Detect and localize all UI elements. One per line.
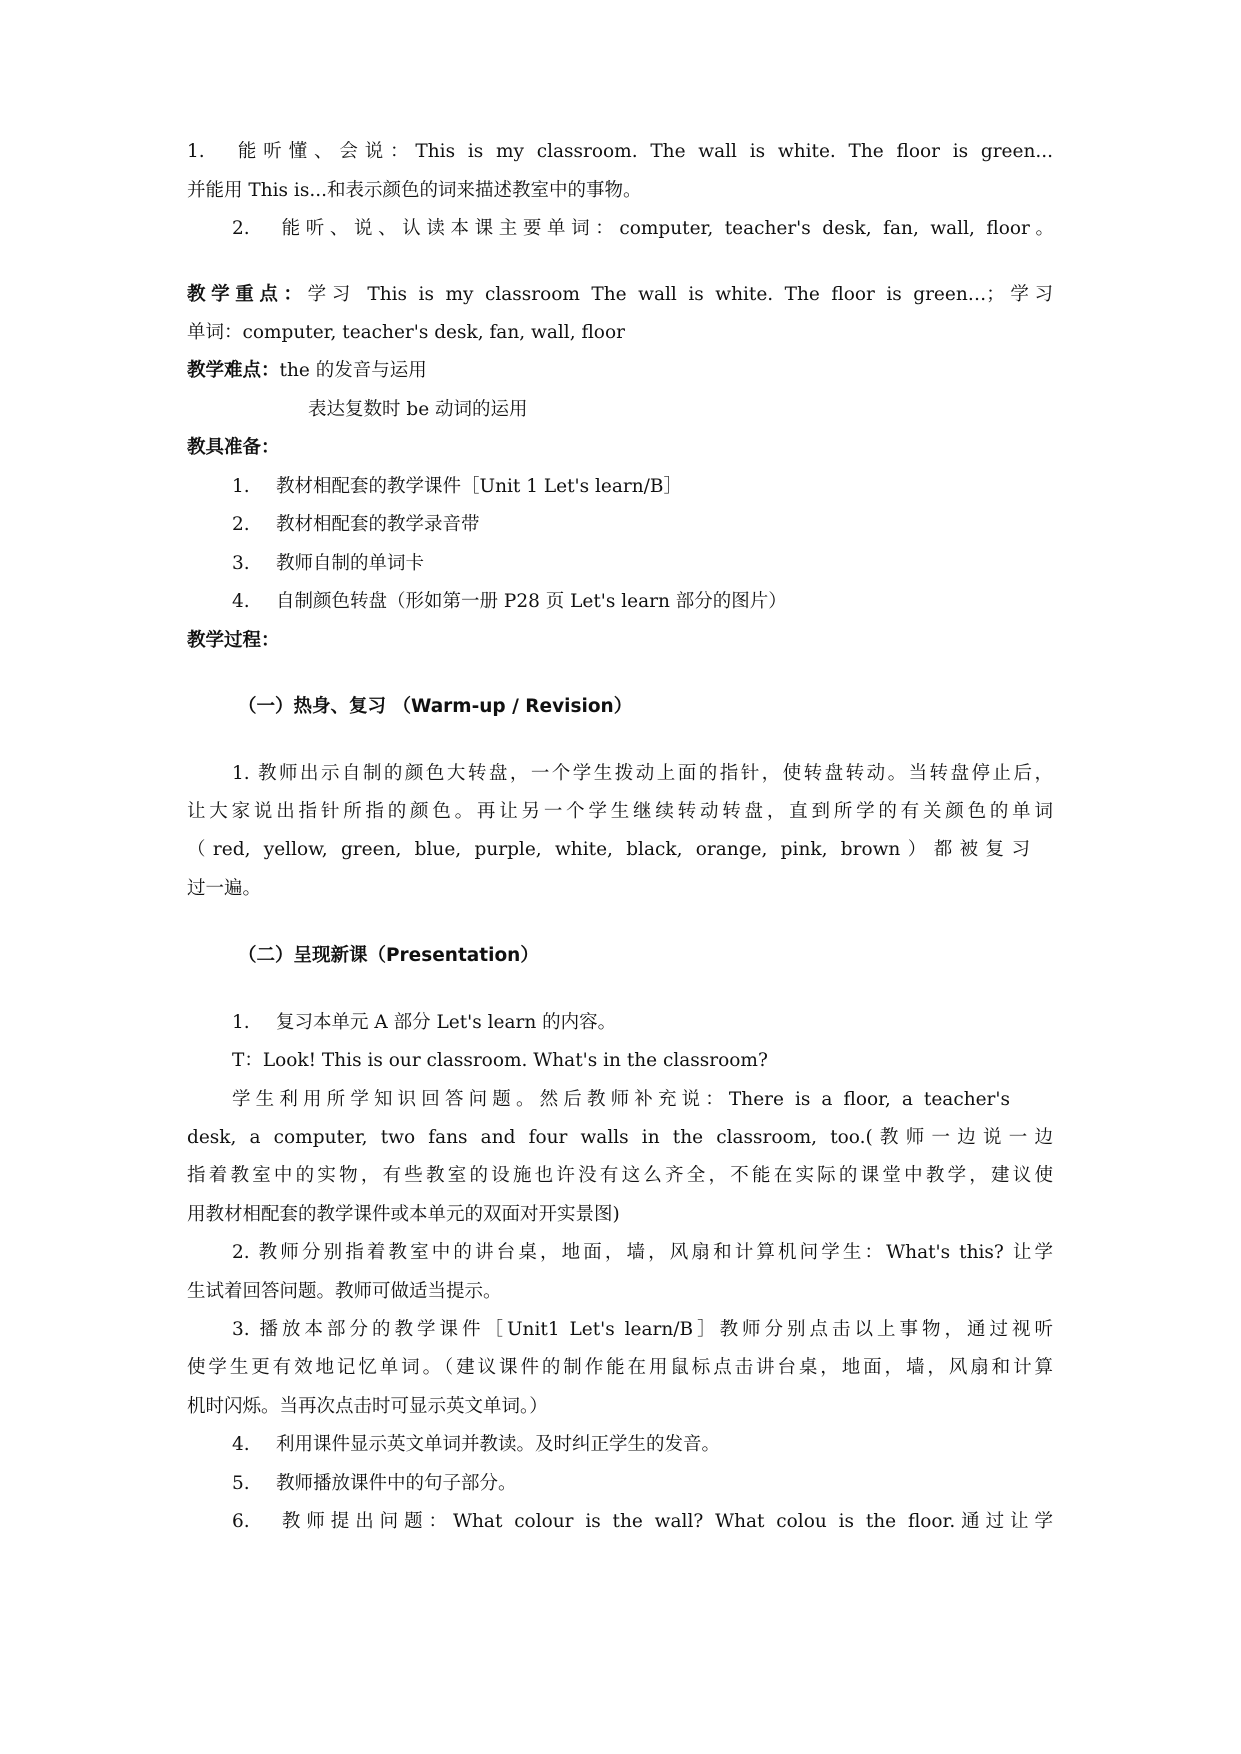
presentation-item-text: 利用课件显示英文单词并教读。及时纠正学生的发音。 — [276, 1434, 721, 1455]
list-number: 2. — [232, 514, 250, 535]
list-number: 2. — [232, 218, 250, 239]
presentation-item — [232, 1469, 1052, 1499]
materials-item — [232, 510, 1052, 540]
key-points-text: 学习 This is my classroom The wall is white. The floor is green…；学习 — [307, 284, 1053, 305]
list-number: 1. — [187, 141, 205, 162]
materials-label: 教具准备： — [187, 437, 280, 458]
paragraph-line: （red, yellow, green, blue, purple, white, black, orange, pink, brown）都被复习 — [187, 839, 1030, 860]
key-points-label: 教学重点： — [187, 284, 308, 305]
section-heading-presentation: （二）呈现新课（Presentation） — [238, 945, 539, 966]
section-heading-warmup: （一）热身、复习 （Warm-up / Revision） — [238, 696, 633, 717]
objective-1-continued: 并能用 This is...和表示颜色的词来描述教室中的事物。 — [187, 180, 642, 201]
materials-item-text: 教材相配套的教学课件［Unit 1 Let's learn/B］ — [276, 476, 682, 497]
difficulties-continued: 表达复数时 be 动词的运用 — [308, 399, 528, 420]
presentation-item — [232, 1507, 1053, 1537]
key-points-continued: 单词：computer, teacher's desk, fan, wall, floor — [187, 322, 625, 343]
presentation-item-text: 教师提出问题：What colour is the wall? What colou is the floor.通过让学 — [276, 1511, 1053, 1532]
list-number: 6. — [232, 1511, 250, 1532]
objective-1 — [187, 137, 1053, 167]
paragraph-line: 2. 教师分别指着教室中的讲台桌，地面，墙，风扇和计算机问学生：What's this? 让学 — [232, 1242, 1053, 1263]
paragraph-line: 学生利用所学知识回答问题。然后教师补充说：There is a floor, a teacher's — [232, 1089, 1010, 1110]
materials-item — [232, 472, 1052, 502]
presentation-item-text: 教师播放课件中的句子部分。 — [276, 1473, 517, 1494]
key-points — [187, 280, 1053, 310]
list-number: 4. — [232, 591, 250, 612]
difficulties-label: 教学难点： — [187, 360, 280, 381]
paragraph-line: 1. 教师出示自制的颜色大转盘，一个学生拨动上面的指针，使转盘转动。当转盘停止后， — [232, 763, 1053, 784]
difficulties-text: the 的发音与运用 — [279, 360, 427, 381]
process-label: 教学过程： — [187, 630, 280, 651]
paragraph-line: 过一遍。 — [187, 878, 262, 899]
paragraph-line: 使学生更有效地记忆单词。（建议课件的制作能在用鼠标点击讲台桌，地面，墙，风扇和计算 — [187, 1357, 1053, 1378]
objective-text: 能听、说、认读本课主要单词：computer, teacher's desk, fan, wall, floor。 — [276, 218, 1054, 239]
list-number: 4. — [232, 1434, 250, 1455]
objective-2 — [232, 214, 1054, 244]
paragraph-line: 指着教室中的实物，有些教室的设施也许没有这么齐全，不能在实际的课堂中教学，建议使 — [187, 1165, 1053, 1186]
paragraph-line: 用教材相配套的教学课件或本单元的双面对开实景图) — [187, 1204, 620, 1225]
objective-text: 能听懂、会说：This is my classroom. The wall is white. The floor is green... — [231, 141, 1053, 162]
materials-item-text: 教师自制的单词卡 — [276, 553, 425, 574]
list-number: 5. — [232, 1473, 250, 1494]
materials-item-text: 教材相配套的教学录音带 — [276, 514, 480, 535]
list-number: 1. — [232, 1012, 250, 1033]
dialog-line: T：Look! This is our classroom. What's in the classroom? — [232, 1050, 768, 1071]
presentation-item-text: 复习本单元 A 部分 Let's learn 的内容。 — [276, 1012, 617, 1033]
paragraph-line: 3. 播放本部分的教学课件［Unit1 Let's learn/B］教师分别点击以上事物，通过视听 — [232, 1319, 1053, 1340]
paragraph-line: 生试着回答问题。教师可做适当提示。 — [187, 1281, 502, 1302]
presentation-item — [232, 1008, 1052, 1038]
materials-item — [232, 587, 1052, 617]
difficulties — [187, 356, 1053, 386]
presentation-item — [232, 1430, 1052, 1460]
list-number: 3. — [232, 553, 250, 574]
materials-item-text: 自制颜色转盘（形如第一册 P28 页 Let's learn 部分的图片） — [276, 591, 787, 612]
paragraph-line: 机时闪烁。当再次点击时可显示英文单词。） — [187, 1396, 548, 1417]
paragraph-line: desk, a computer, two fans and four walls in the classroom, too.(教师一边说一边 — [187, 1127, 1053, 1148]
list-number: 1. — [232, 476, 250, 497]
materials-item — [232, 549, 1052, 579]
paragraph-line: 让大家说出指针所指的颜色。再让另一个学生继续转动转盘，直到所学的有关颜色的单词 — [187, 801, 1053, 822]
